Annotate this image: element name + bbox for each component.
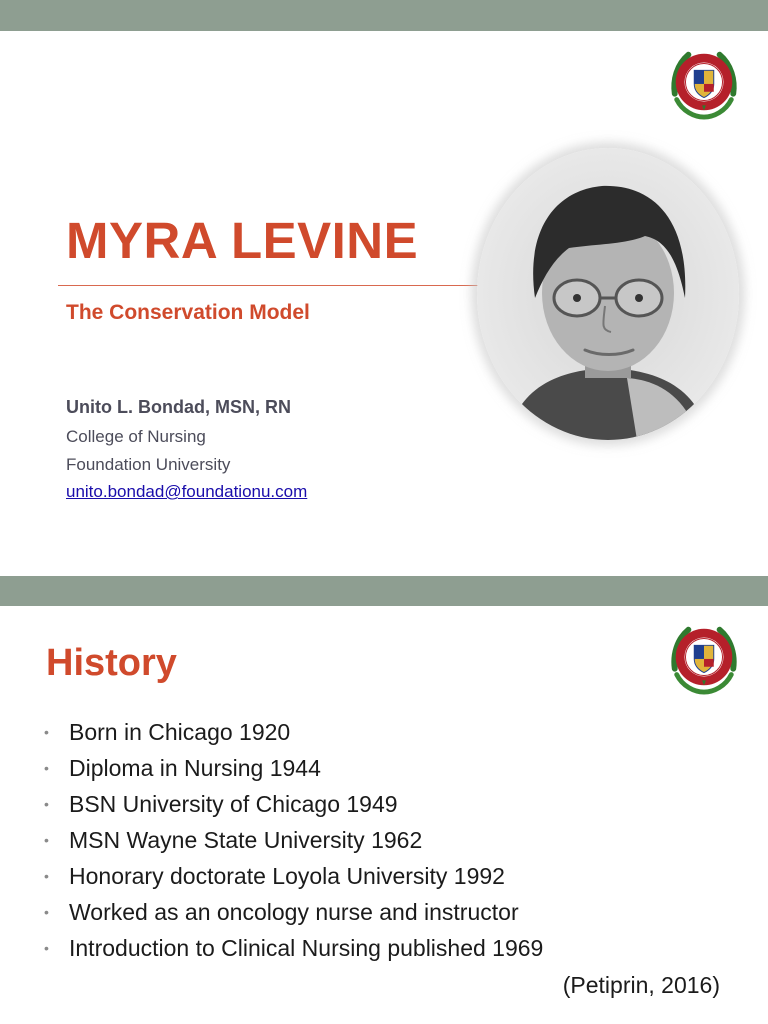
bullet-icon: • bbox=[44, 940, 49, 956]
list-item: • Introduction to Clinical Nursing published 1969 bbox=[44, 930, 543, 966]
author-name: Unito L. Bondad, MSN, RN bbox=[66, 397, 291, 417]
list-item: • Worked as an oncology nurse and instructor bbox=[44, 894, 543, 930]
list-item: • Born in Chicago 1920 bbox=[44, 714, 543, 750]
bullet-icon: • bbox=[44, 796, 49, 812]
citation-text: (Petiprin, 2016) bbox=[562, 972, 720, 998]
history-bullet-list bbox=[44, 714, 543, 966]
bullet-icon: • bbox=[44, 868, 49, 884]
slide-title: MYRA LEVINE bbox=[66, 212, 419, 269]
list-item: • Honorary doctorate Loyola University 1992 bbox=[44, 858, 543, 894]
section-title: History bbox=[46, 642, 177, 684]
bullet-icon: • bbox=[44, 760, 49, 776]
bullet-icon: • bbox=[44, 832, 49, 848]
slide-separator-band bbox=[0, 576, 768, 607]
university-seal-logo bbox=[665, 618, 743, 696]
list-item: • MSN Wayne State University 1962 bbox=[44, 822, 543, 858]
bullet-icon: • bbox=[44, 904, 49, 920]
history-slide bbox=[0, 606, 768, 1024]
list-item: • BSN University of Chicago 1949 bbox=[44, 786, 543, 822]
portrait-photo bbox=[477, 148, 739, 440]
title-divider bbox=[58, 285, 480, 286]
university-seal-logo bbox=[665, 43, 743, 121]
bullet-icon: • bbox=[44, 724, 49, 740]
top-band bbox=[0, 0, 768, 31]
department-text: College of Nursing bbox=[66, 427, 206, 446]
slide-subtitle: The Conservation Model bbox=[66, 301, 310, 324]
email-link[interactable]: unito.bondad@foundationu.com bbox=[66, 482, 308, 501]
institution-text: Foundation University bbox=[66, 455, 231, 474]
title-slide bbox=[0, 31, 768, 576]
list-item: • Diploma in Nursing 1944 bbox=[44, 750, 543, 786]
